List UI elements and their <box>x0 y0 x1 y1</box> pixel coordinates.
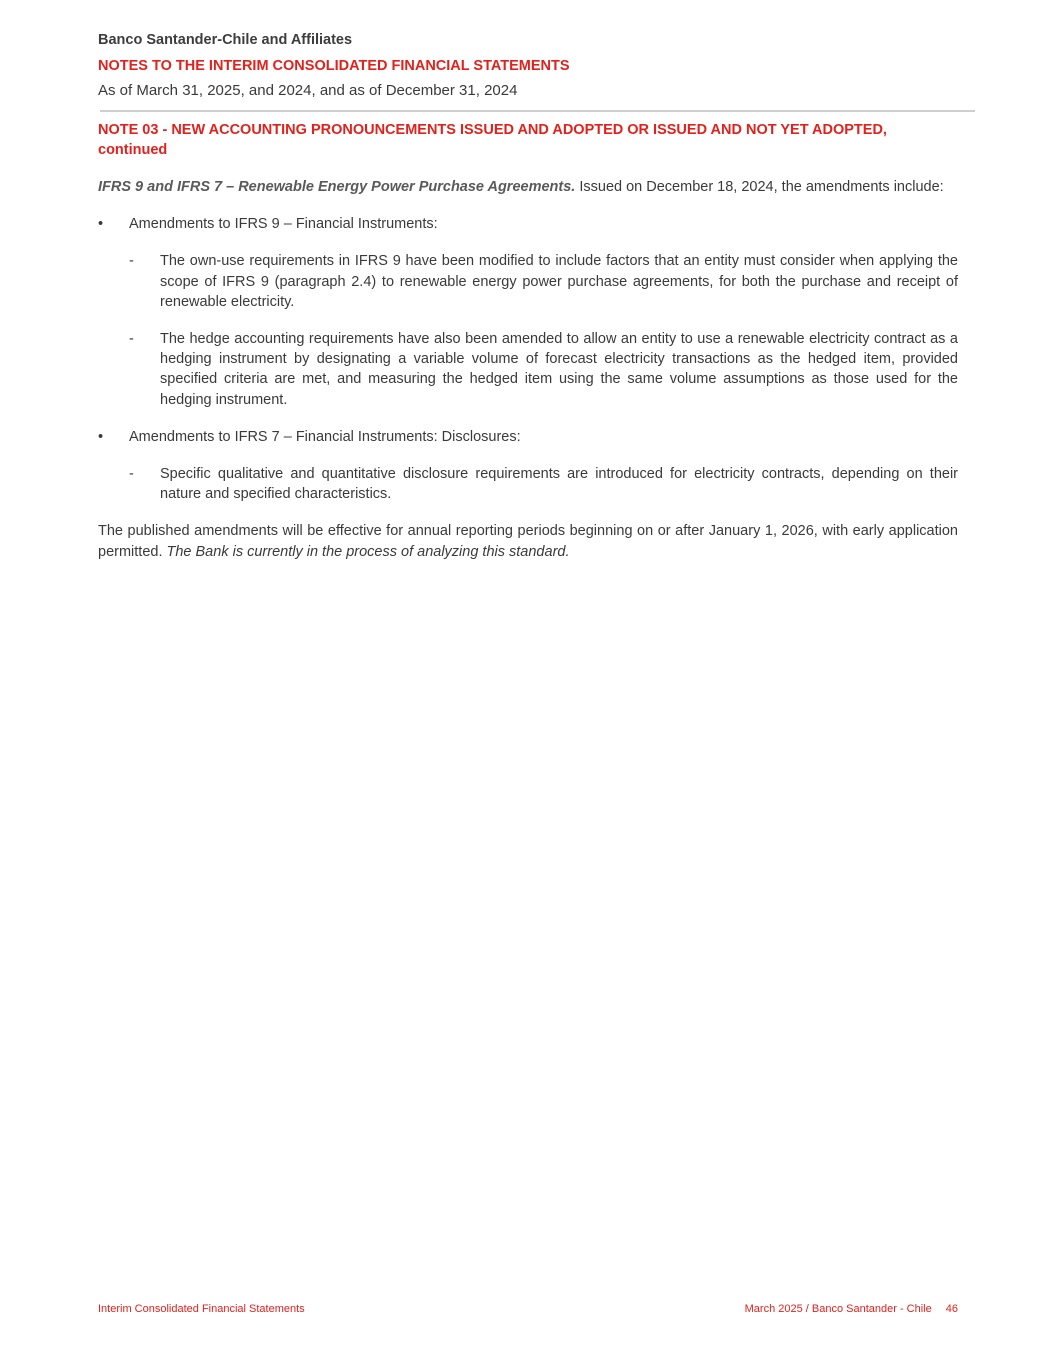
header-divider <box>100 110 975 112</box>
dash-text: The own-use requirements in IFRS 9 have been modified to include factors that an entity must consider when applying the scope of IFRS 9 (paragraph 2.4) to renewable energy power purchase agreements, for both the purchase and receipt of renewable electricity. <box>160 253 958 310</box>
page-header <box>98 30 974 101</box>
bullet-label: Amendments to IFRS 7 – Financial Instruments: Disclosures: <box>129 428 521 445</box>
section-title: NOTE 03 - NEW ACCOUNTING PRONOUNCEMENTS ISSUED AND ADOPTED OR ISSUED AND NOT YET ADOPTED, continued <box>98 122 887 158</box>
dash-item <box>98 251 958 312</box>
dash-item <box>98 464 958 504</box>
dash-mark: - <box>129 253 134 270</box>
note-content <box>98 120 958 579</box>
footer-right <box>745 1302 958 1316</box>
bullet-mark: • <box>98 428 104 445</box>
bullet-item <box>98 214 958 234</box>
dash-text: Specific qualitative and quantitative disclosure requirements are introduced for electricity contracts, depending on their nature and specified characteristics. <box>160 466 958 503</box>
closing-italic-text: The Bank is currently in the process of analyzing this standard. <box>166 543 570 560</box>
dash-mark: - <box>129 466 134 483</box>
company-name: Banco Santander-Chile and Affiliates <box>98 32 353 48</box>
intro-paragraph <box>98 177 958 197</box>
bullet-label: Amendments to IFRS 9 – Financial Instruments: <box>129 216 438 233</box>
footer-document-title: Interim Consolidated Financial Statements <box>98 1303 305 1315</box>
page-number: 46 <box>945 1303 958 1315</box>
bullet-mark: • <box>98 216 104 233</box>
reporting-period: As of March 31, 2025, and 2024, and as of December 31, 2024 <box>98 82 518 99</box>
closing-text: The published amendments will be effective for annual reporting periods beginning on or after January 1, 2026, with early application permitted. <box>98 523 958 560</box>
dash-text: The hedge accounting requirements have also been amended to allow an entity to use a renewable electricity contract as a hedging instrument by designating a variable volume of forecast electricity transactions as the hedged item, provided specified criteria are met, and measuring the hedged item using the same volume assumptions as those used for the hedging instrument. <box>160 331 958 408</box>
dash-item <box>98 329 958 410</box>
notes-title: NOTES TO THE INTERIM CONSOLIDATED FINANCIAL STATEMENTS <box>98 58 570 74</box>
footer-source: March 2025 / Banco Santander - Chile <box>744 1303 932 1315</box>
bullet-item <box>98 427 958 447</box>
closing-paragraph <box>98 521 958 561</box>
dash-mark: - <box>129 331 134 348</box>
intro-text: Issued on December 18, 2024, the amendments include: <box>575 179 944 195</box>
intro-title: IFRS 9 and IFRS 7 – Renewable Energy Power Purchase Agreements. <box>98 179 576 195</box>
